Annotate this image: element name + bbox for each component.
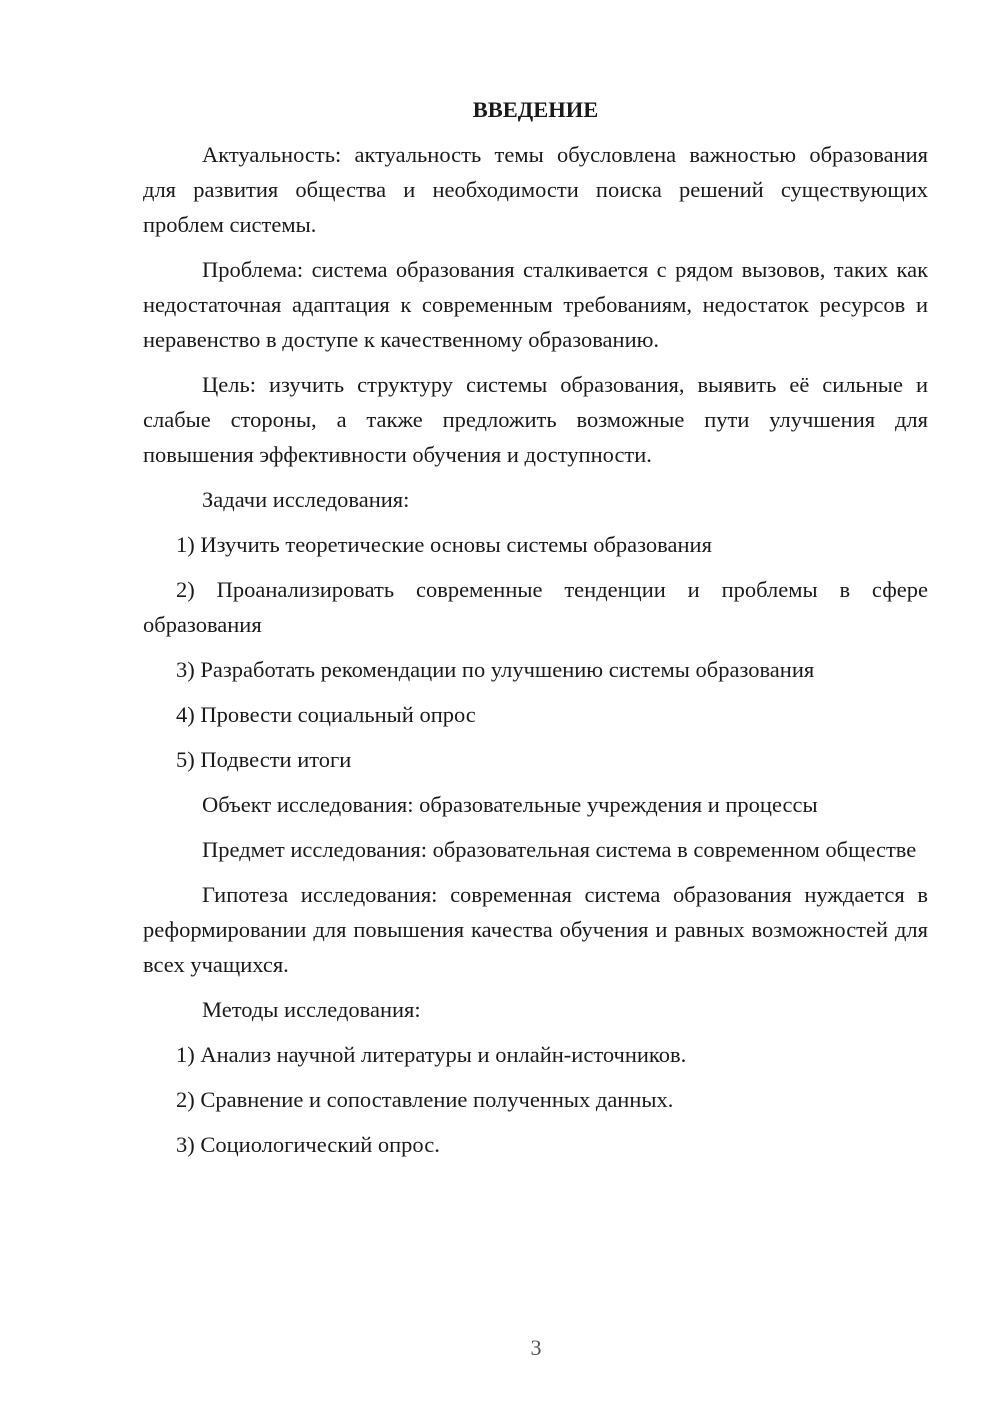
task-item-5: 5) Подвести итоги [176, 747, 352, 772]
method-item-1: 1) Анализ научной литературы и онлайн-источников. [176, 1042, 687, 1067]
page-number: 3 [530, 1335, 542, 1360]
methods-heading: Методы исследования: [202, 997, 421, 1022]
task-item-4: 4) Провести социальный опрос [176, 702, 476, 727]
task-item-1: 1) Изучить теоретические основы системы образования [176, 532, 712, 557]
task-item-3: 3) Разработать рекомендации по улучшению системы образования [176, 657, 815, 682]
paragraph-problem: Проблема: система образования сталкивается с рядом вызовов, таких как недостаточная адаптация к современным требованиям, недостаток ресурсов и неравенство в доступе к качественному образованию. [143, 257, 928, 352]
paragraph-hypothesis: Гипотеза исследования: современная система образования нуждается в реформировании для повышения качества обучения и равных возможностей для всех учащихся. [143, 882, 928, 977]
paragraph-relevance: Актуальность: актуальность темы обусловлена важностью образования для развития общества и необходимости поиска решений существующих проблем системы. [143, 142, 928, 237]
section-heading: ВВЕДЕНИЕ [472, 97, 599, 122]
tasks-heading: Задачи исследования: [202, 487, 410, 512]
document-body [143, 92, 928, 1172]
paragraph-object: Объект исследования: образовательные учреждения и процессы [202, 792, 818, 817]
task-item-2: 2) Проанализировать современные тенденции и проблемы в сфере образования [143, 577, 928, 637]
method-item-2: 2) Сравнение и сопоставление полученных данных. [176, 1087, 674, 1112]
paragraph-goal: Цель: изучить структуру системы образования, выявить её сильные и слабые стороны, а также предложить возможные пути улучшения для повышения эффективности обучения и доступности. [143, 372, 928, 467]
method-item-3: 3) Социологический опрос. [176, 1132, 440, 1157]
paragraph-subject: Предмет исследования: образовательная система в современном обществе [202, 837, 917, 862]
